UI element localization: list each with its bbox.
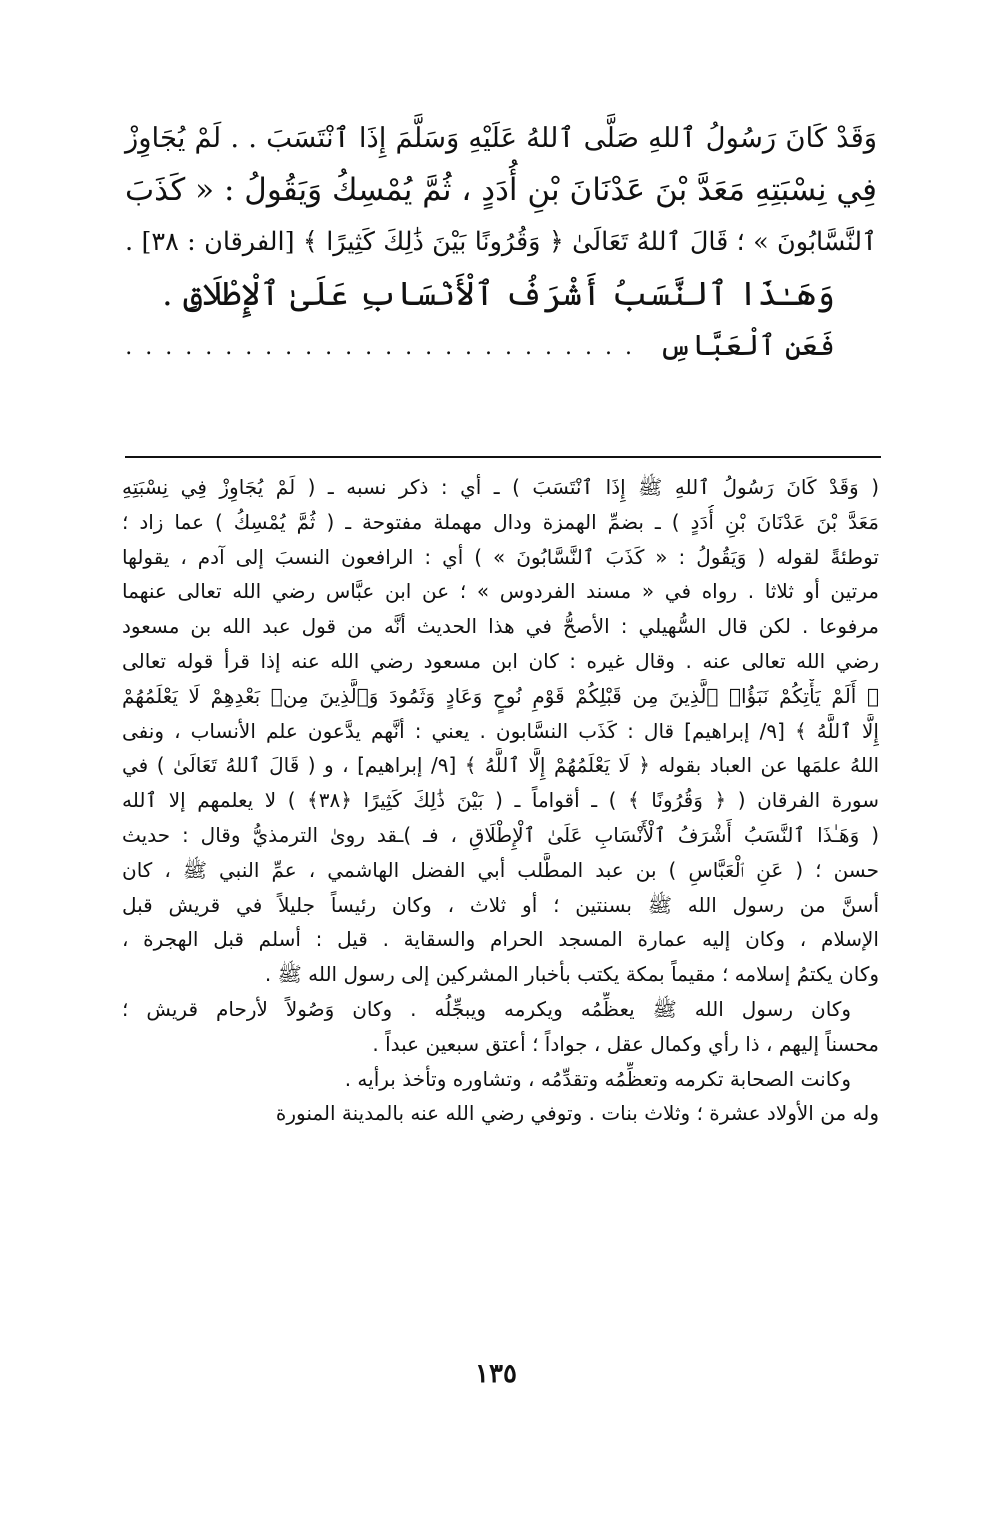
commentary-line: مَعَدَّ بْنَ عَدْنَانَ بْنِ أُدَدٍ ) ـ بضمِّ الهمزة ودال مهملة مفتوحة ـ ( ثُمَّ يُمْسِكُ ) عما زاد ؛ bbox=[122, 509, 879, 534]
commentary-line: توطئةً لقوله ( وَيَقُولُ : « كَذَبَ ٱلنَّسَّابُونَ » ) أي : الرافعون النسبَ إلى آدم ، يقولها bbox=[122, 544, 879, 569]
main-line: وَقَدْ كَانَ رَسُولُ ٱللهِ صَلَّى ٱللهُ عَلَيْهِ وَسَلَّمَ إِذَا ٱنْتَسَبَ . . لَمْ يُجَاوِزْ bbox=[125, 122, 877, 154]
commentary-line: ﴿ أَلَمْ يَأْتِكُمْ نَبَؤُا۟ ٱلَّذِينَ مِن قَبْلِكُمْ قَوْمِ نُوحٍ وَعَادٍ وَثَمُودَ وَٱلَّذِينَ مِنۢ بَعْدِهِمْ لَا يَعْلَمُهُمْ bbox=[122, 683, 879, 708]
ellipsis-dots: . . . . . . . . . . . . . . . . . . . . . . . . . . bbox=[125, 334, 635, 360]
main-text bbox=[125, 112, 877, 372]
commentary-line: ( وَهَـٰذَا ٱلنَّسَبُ أَشْرَفُ ٱلْأَنْسَابِ عَلَىٰ ٱلْإِطْلَاقِ ، فـ )ـقد روىٰ الترمذيُّ وقال : حديث bbox=[122, 822, 879, 847]
commentary-line: محسناً إليهم ، ذا رأي وكمال عقل ، جواداً ؛ أعتق سبعين عبداً . bbox=[372, 1031, 879, 1056]
commentary-line: الإسلام ، وكان إليه عمارة المسجد الحرام والسقاية . قيل : أسلم قبل الهجرة ، bbox=[122, 927, 879, 952]
main-line: وَهَـٰذَا ٱلنَّسَبُ أَشْرَفُ ٱلْأَنْسَابِ عَلَىٰ ٱلْإِطْلَاقِ . bbox=[162, 274, 835, 313]
main-line: ٱلنَّسَّابُونَ » ؛ قَالَ ٱللهُ تَعَالَىٰ ﴿ وَقُرُونًا بَيْنَ ذَٰلِكَ كَثِيرًا ﴾ [الفرقان : ٣٨] . bbox=[125, 227, 877, 257]
main-line: فِي نِسْبَتِهِ مَعَدَّ بْنَ عَدْنَانَ بْنِ أُدَدٍ ، ثُمَّ يُمْسِكُ وَيَقُولُ : « كَذَبَ bbox=[125, 172, 877, 208]
main-line-last bbox=[125, 320, 877, 372]
commentary-line: ( وَقَدْ كَانَ رَسُولُ ٱللهِ ﷺ إِذَا ٱنْتَسَبَ ) ـ أي : ذكر نسبه ـ ( لَمْ يُجَاوِزْ فِي نِسْبَتِهِ bbox=[122, 475, 879, 499]
commentary-line: وكان رسول الله ﷺ يعظِّمُه ويكرمه ويبجِّلُه . وكان وَصُولاً لأرحام قريش ؛ bbox=[122, 996, 851, 1021]
commentary-line: أسنَّ من رسول الله ﷺ بسنتين ؛ أو ثلاث ، وكان رئيساً جليلاً في قريش قبل bbox=[122, 892, 879, 917]
commentary-line: إِلَّا ٱللَّهُ ﴾ [٩/ إبراهيم] قال : كَذَب النسَّابون . يعني : أنَّهم يدَّعون علم الأنساب ، ونفى bbox=[122, 718, 879, 743]
commentary-line: سورة الفرقان ( ﴿ وَقُرُونًا ﴾ ) ـ أقواماً ـ ( بَيْنَ ذَٰلِكَ كَثِيرًا ﴿٣٨﴾ ) لا يعلمهم إلا ٱلله bbox=[122, 788, 879, 813]
commentary-line: رضي الله تعالى عنه . وقال غيره : كان ابن مسعود رضي الله عنه إذا قرأ قوله تعالى bbox=[122, 648, 879, 673]
commentary-line: وكان يكتمُ إسلامه ؛ مقيماً بمكة يكتب بأخبار المشركين إلى رسول الله ﷺ . bbox=[264, 962, 879, 987]
commentary-line: مرتين أو ثلاثا . رواه في « مسند الفردوس » ؛ عن ابن عبَّاس رضي الله تعالى عنهما bbox=[122, 579, 879, 604]
commentary-line: مرفوعا . لكن قال السُّهيلي : الأصحُّ في هذا الحديث أنَّه من قول عبد الله بن مسعود bbox=[122, 614, 879, 639]
commentary-line: وله من الأولاد عشرة ؛ وثلاث بنات . وتوفي رضي الله عنه بالمدينة المنورة bbox=[275, 1101, 879, 1126]
commentary-line: اللهُ علمَها عن العباد بقوله ﴿ لَا يَعْلَمُهُمْ إِلَّا ٱللَّهُ ﴾ [٩/ إبراهيم] ، و ( قَالَ ٱللهُ تَعَالَىٰ ) في bbox=[122, 753, 879, 778]
main-line-text: فَعَنِ ٱلْعَبَّاسِ bbox=[658, 329, 835, 362]
commentary bbox=[122, 470, 879, 1131]
commentary-line: حسن ؛ ( عَنِ ٱلْعَبَّاسِ ) بن عبد المطَّلب أبي الفضل الهاشمي ، عمِّ النبي ﷺ ، كان bbox=[122, 857, 879, 882]
page-number: ١٣٥ bbox=[475, 1359, 517, 1389]
commentary-line: وكانت الصحابة تكرمه وتعظِّمُه وتقدِّمُه ، وتشاوره وتأخذ برأيه . bbox=[344, 1066, 851, 1091]
footnote-separator bbox=[125, 456, 881, 458]
